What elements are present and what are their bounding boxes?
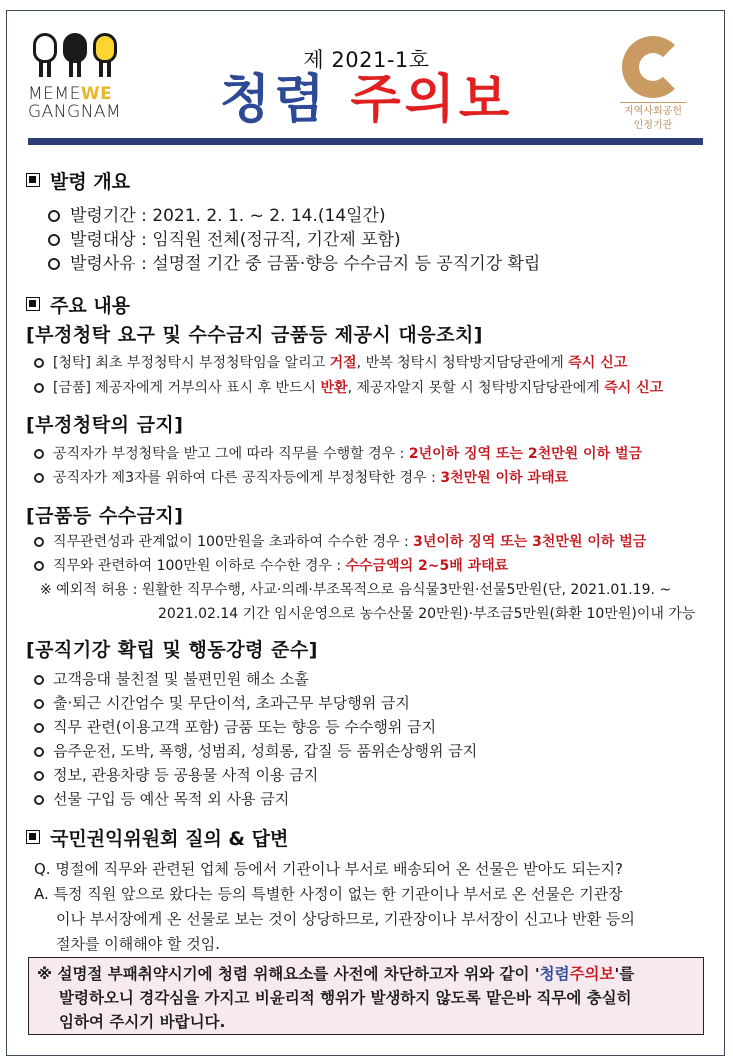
circle-bullet-icon <box>34 449 44 459</box>
overview-item-reason: 발령사유 : 설명절 기간 중 금품·향응 수수금지 등 공직기강 확립 <box>48 249 540 274</box>
list-item: [청탁] 최초 부정청탁시 부정청탁임을 알리고 거절, 반복 청탁시 청탁방지담당관에게 즉시 신고 <box>34 352 627 372</box>
header <box>0 0 733 150</box>
logo-caption-2: 인정기관 <box>633 120 673 131</box>
circle-bullet-icon <box>34 675 44 685</box>
logo-divider <box>620 102 686 103</box>
circle-bullet-icon <box>34 383 44 393</box>
circle-bullet-icon <box>48 258 60 270</box>
overview-item-period: 발령기간 : 2021. 2. 1. ~ 2. 14.(14일간) <box>48 201 386 226</box>
list-item: 음주운전, 도박, 폭행, 성범죄, 성희롱, 갑질 등 품위손상행위 금지 <box>34 740 477 761</box>
list-item: 출·퇴근 시간엄수 및 무단이석, 초과근무 부당행위 금지 <box>34 692 410 713</box>
circle-bullet-icon <box>34 358 44 368</box>
exception-note-line-1: ※ 예외적 허용 : 원활한 직무수행, 사교·의례·부조목적으로 음식물3만원·선물5만원(단, 2021.01.19. ~ <box>40 582 672 598</box>
circle-bullet-icon <box>34 795 44 805</box>
header-divider-bar <box>28 138 703 145</box>
qa-question: Q. 명절에 직무와 관련된 업체 등에서 기관이나 부서로 배송되어 온 선물은 받아도 되는지? <box>34 860 623 878</box>
list-item: 공직자가 제3자를 위하여 다른 공직자등에게 부정청탁한 경우 : 3천만원 이하 과태료 <box>34 467 568 487</box>
circle-bullet-icon <box>34 723 44 733</box>
c-mark-icon <box>622 36 684 98</box>
qa-answer-line-3: 절차를 이해해야 할 것임. <box>56 935 220 953</box>
circle-bullet-icon <box>34 747 44 757</box>
logo-text-we: WE <box>80 84 113 104</box>
circle-bullet-icon <box>34 699 44 709</box>
filled-square-icon <box>26 830 40 844</box>
section-heading-overview: 발령 개요 <box>26 167 130 194</box>
section-heading-main: 주요 내용 <box>26 291 130 318</box>
subheading-response-measures: [부정청탁 요구 및 수수금지 금품등 제공시 대응조치] <box>26 324 483 346</box>
list-item: 선물 구입 등 예산 목적 외 사용 금지 <box>34 788 289 809</box>
qa-answer-line-2: 이나 부서장에게 온 선물로 보는 것이 상당하므로, 기관장이나 부서장이 신고나 반환 등의 <box>56 910 635 928</box>
circle-bullet-icon <box>34 771 44 781</box>
notice-line-2: 발령하오니 경각심을 가지고 비윤리적 행위가 발생하지 않도록 맡은바 직무에 충실히 <box>59 989 632 1007</box>
notice-line-1: ※ 설명절 부패취약시기에 청렴 위해요소를 사전에 차단하고자 위와 같이 '청렴주의보'를 <box>37 965 635 983</box>
logo-caption-1: 지역사회공헌 <box>624 106 682 117</box>
section-heading-qa: 국민권익위원회 질의 & 답변 <box>26 824 288 851</box>
filled-square-icon <box>26 173 40 187</box>
circle-bullet-icon <box>34 537 44 547</box>
list-item: 직무 관련(이용고객 포함) 금품 또는 향응 등 수수행위 금지 <box>34 716 436 737</box>
circle-bullet-icon <box>48 210 60 222</box>
closing-notice-box <box>28 957 704 1035</box>
filled-square-icon <box>26 297 40 311</box>
exception-note-line-2: 2021.02.14 기간 임시운영으로 농수산물 20만원)·부조금5만원(화환 10만원)이내 가능 <box>158 606 696 622</box>
title-advisory: 주의보 <box>350 70 514 130</box>
circle-bullet-icon <box>34 561 44 571</box>
notice-line-3: 임하여 주시기 바랍니다. <box>59 1013 226 1031</box>
list-item: 정보, 관용차량 등 공용물 사적 이용 금지 <box>34 764 318 785</box>
title-integrity: 청렴 <box>219 70 329 130</box>
community-contribution-logo <box>608 36 698 146</box>
list-item: 공직자가 부정청탁을 받고 그에 따라 직무를 수행할 경우 : 2년이하 징역 또는 2천만원 이하 벌금 <box>34 443 642 463</box>
subheading-discipline: [공직기강 확립 및 행동강령 준수] <box>26 639 318 661</box>
qa-answer-line-1: A. 특정 직원 앞으로 왔다는 등의 특별한 사정이 없는 한 기관이나 부서로 온 선물은 기관장 <box>34 885 623 903</box>
subheading-gift-ban: [금품등 수수금지] <box>26 505 184 527</box>
list-item: 고객응대 불친절 및 불편민원 해소 소홀 <box>34 668 309 689</box>
list-item: 직무와 관련하여 100만원 이하로 수수한 경우 : 수수금액의 2~5배 과태료 <box>34 555 508 575</box>
logo-text-meme: MEME <box>28 84 81 104</box>
circle-bullet-icon <box>34 473 44 483</box>
subheading-solicitation-ban: [부정청탁의 금지] <box>26 414 184 436</box>
logo-text-gangnam: GANGNAM <box>28 102 122 122</box>
circle-bullet-icon <box>48 234 60 246</box>
overview-item-target: 발령대상 : 임직원 전체(정규직, 기간제 포함) <box>48 225 401 250</box>
issue-number: 제 2021-1호 <box>303 48 430 72</box>
list-item: 직무관련성과 관계없이 100만원을 초과하여 수수한 경우 : 3년이하 징역 또는 3천만원 이하 벌금 <box>34 531 646 551</box>
list-item: [금품] 제공자에게 거부의사 표시 후 반드시 반환, 제공자알지 못할 시 청탁방지담당관에게 즉시 신고 <box>34 377 663 397</box>
